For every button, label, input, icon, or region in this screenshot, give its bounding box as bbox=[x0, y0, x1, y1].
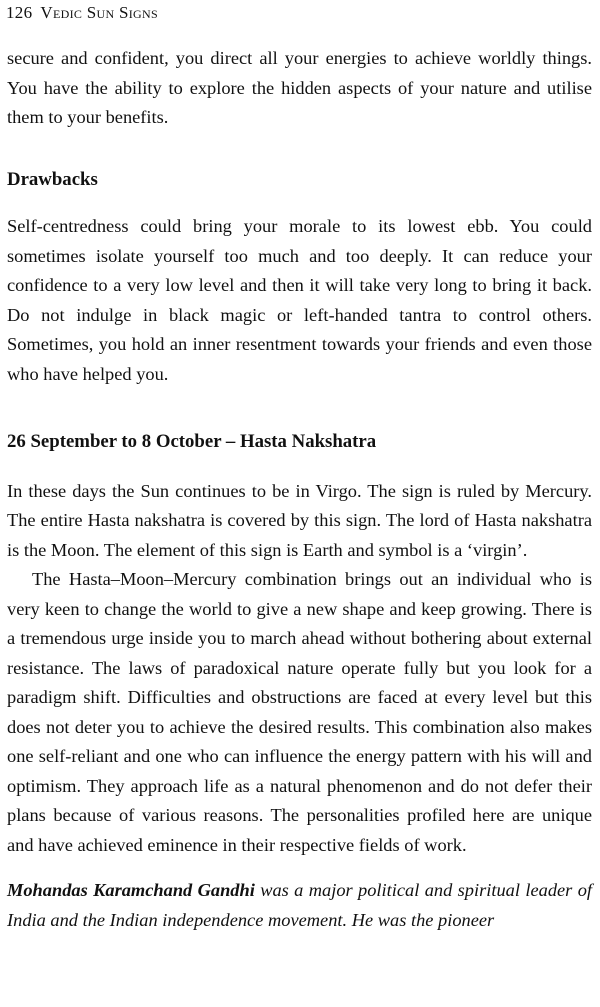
page-body bbox=[7, 44, 592, 935]
profile-name: Mohandas Karamchand Gandhi bbox=[7, 880, 255, 900]
running-header bbox=[6, 3, 158, 23]
page-number: 126 bbox=[6, 3, 33, 22]
hasta-paragraph-1: In these days the Sun continues to be in Virgo. The sign is ruled by Mercury. The entire Hasta nakshatra is covered by this sign. The lord of Hasta nakshatra is the Moon. The element of this sign is Earth and symbol is a ‘virgin’. bbox=[7, 480, 592, 560]
hasta-heading: 26 September to 8 October – Hasta Nakshatra bbox=[7, 431, 377, 452]
profile-text: was a major political and spiritual leader of India and the Indian independence movement. He was the pioneer bbox=[7, 880, 592, 930]
profile-paragraph bbox=[7, 876, 592, 935]
drawbacks-heading: Drawbacks bbox=[7, 168, 98, 190]
drawbacks-paragraph: Self-centredness could bring your morale to its lowest ebb. You could sometimes isolate yourself too much and too deeply. It can reduce your confidence to a very low level and then it will take very long to bring it back. Do not indulge in black magic or left-handed tantra to control others. Sometimes, you hold an inner resentment towards your friends and even those who have helped you. bbox=[7, 216, 592, 384]
hasta-paragraph-2: The Hasta–Moon–Mercury combination brings out an individual who is very keen to change the world to give a new shape and keep growing. There is a tremendous urge inside you to march ahead without bothering about external resistance. The laws of paradoxical nature operate fully but you look for a paradigm shift. Difficulties and obstructions are faced at every level but this does not deter you to achieve the desired results. This combination also makes one self-reliant and one who can influence the energy pattern with his will and optimism. They approach life as a natural phenomenon and do not defer their plans because of various reasons. The personalities profiled here are unique and have achieved eminence in their respective fields of work. bbox=[7, 569, 592, 855]
intro-paragraph: secure and confident, you direct all your energies to achieve worldly things. You have the ability to explore the hidden aspects of your nature and utilise them to your benefits. bbox=[7, 48, 592, 127]
running-title: Vedic Sun Signs bbox=[40, 3, 158, 22]
